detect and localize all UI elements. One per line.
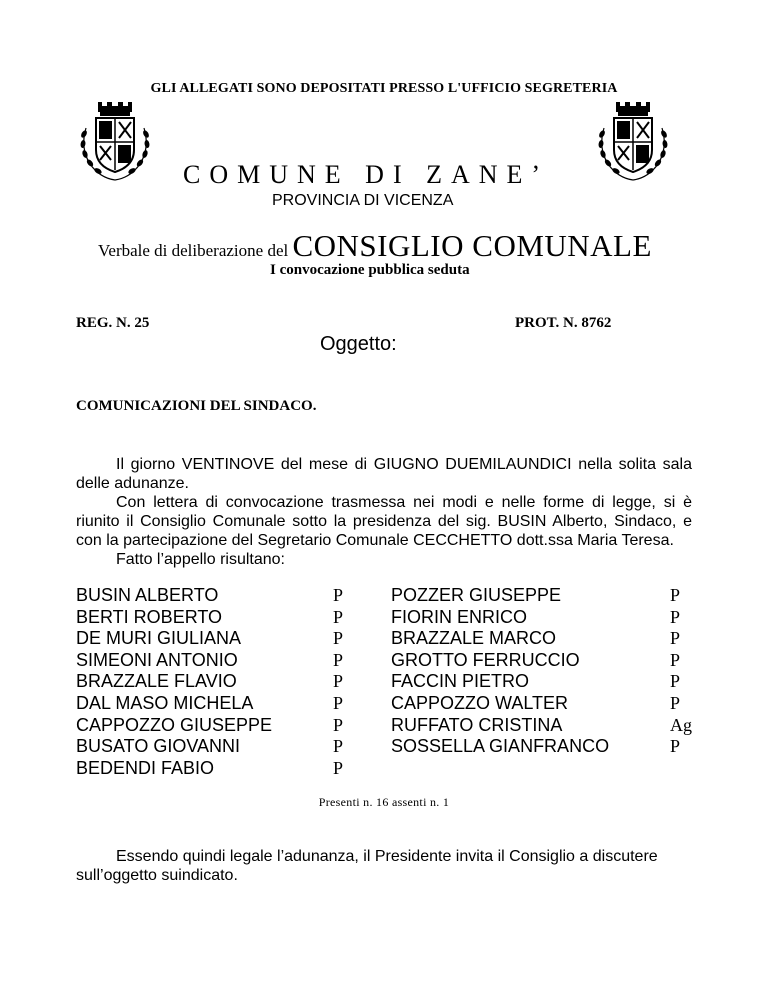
attendance-status: P (333, 628, 344, 649)
attendance-status: P (333, 714, 344, 735)
councillor-name: BERTI ROBERTO (76, 606, 223, 627)
verbale-prefix: Verbale di deliberazione del (98, 241, 293, 260)
verbale-main: CONSIGLIO COMUNALE (292, 228, 652, 263)
councillor-name: CAPPOZZO GIUSEPPE (76, 714, 273, 735)
convocazione-line: I convocazione pubblica seduta (270, 262, 470, 278)
councillor-name: BRAZZALE FLAVIO (76, 671, 237, 692)
attendance-right-names (391, 585, 609, 758)
body-paragraphs (76, 455, 692, 569)
closing-text: Essendo quindi legale l’adunanza, il Presidente invita il Consiglio a discutere sull’oggetto suindicato. (76, 848, 658, 884)
paragraph-date: Il giorno VENTINOVE del mese di GIUGNO DUEMILAUNDICI nella solita sala delle adunanze. (76, 456, 692, 492)
councillor-name: RUFFATO CRISTINA (391, 714, 563, 735)
attendance-left-names (76, 585, 272, 779)
councillor-name: SIMEONI ANTONIO (76, 649, 238, 670)
attendance-status: P (670, 736, 681, 757)
councillor-name: FACCIN PIETRO (391, 671, 530, 692)
paragraph-appello: Fatto l’appello risultano: (116, 551, 285, 568)
attendance-status: Ag (670, 714, 692, 735)
coat-of-arms-left-icon (76, 98, 154, 182)
comune-title: COMUNE DI ZANE’ (183, 160, 550, 189)
attendance-status: P (670, 692, 681, 713)
provincia-subtitle: PROVINCIA DI VICENZA (272, 192, 454, 209)
attendance-status: P (333, 736, 344, 757)
councillor-name: BUSATO GIOVANNI (76, 736, 241, 757)
attendance-right-status (670, 585, 692, 758)
attendance-status: P (333, 649, 344, 670)
councillor-name: CAPPOZZO WALTER (391, 692, 569, 713)
attendance-status: P (333, 757, 344, 778)
prot-number: PROT. N. 8762 (515, 315, 612, 331)
top-notice: GLI ALLEGATI SONO DEPOSITATI PRESSO L'UFFICIO SEGRETERIA (150, 81, 618, 96)
councillor-name: SOSSELLA GIANFRANCO (391, 736, 610, 757)
attendance-status: P (670, 606, 681, 627)
attendance-left-status (333, 585, 343, 779)
paragraph-convocation: Con lettera di convocazione trasmessa nei modi e nelle forme di legge, si è riunito il Consiglio Comunale sotto la presidenza del sig. BUSIN Alberto, Sindaco, e con la partecipazione del Segretario Comunale CECCHETTO dott.ssa Maria Teresa. (76, 494, 692, 549)
councillor-name: BEDENDI FABIO (76, 757, 215, 778)
oggetto-text: COMUNICAZIONI DEL SINDACO. (76, 398, 317, 414)
attendance-status: P (670, 649, 681, 670)
attendance-status: P (333, 671, 344, 692)
councillor-name: FIORIN ENRICO (391, 606, 528, 627)
attendance-summary: Presenti n. 16 assenti n. 1 (318, 795, 450, 809)
councillor-name: GROTTO FERRUCCIO (391, 649, 580, 670)
attendance-status: P (670, 585, 681, 605)
councillor-name: POZZER GIUSEPPE (391, 585, 562, 605)
councillor-name: DAL MASO MICHELA (76, 692, 254, 713)
coat-of-arms-right-icon (594, 98, 672, 182)
attendance-status: P (670, 671, 681, 692)
reg-number: REG. N. 25 (76, 315, 150, 331)
oggetto-label: Oggetto: (320, 333, 397, 355)
attendance-status: P (670, 628, 681, 649)
attendance-status: P (333, 585, 344, 605)
councillor-name: DE MURI GIULIANA (76, 628, 242, 649)
attendance-status: P (333, 606, 344, 627)
closing-paragraph (76, 847, 696, 885)
verbale-heading (98, 228, 652, 264)
councillor-name: BRAZZALE MARCO (391, 628, 557, 649)
attendance-status: P (333, 692, 344, 713)
councillor-name: BUSIN ALBERTO (76, 585, 219, 605)
